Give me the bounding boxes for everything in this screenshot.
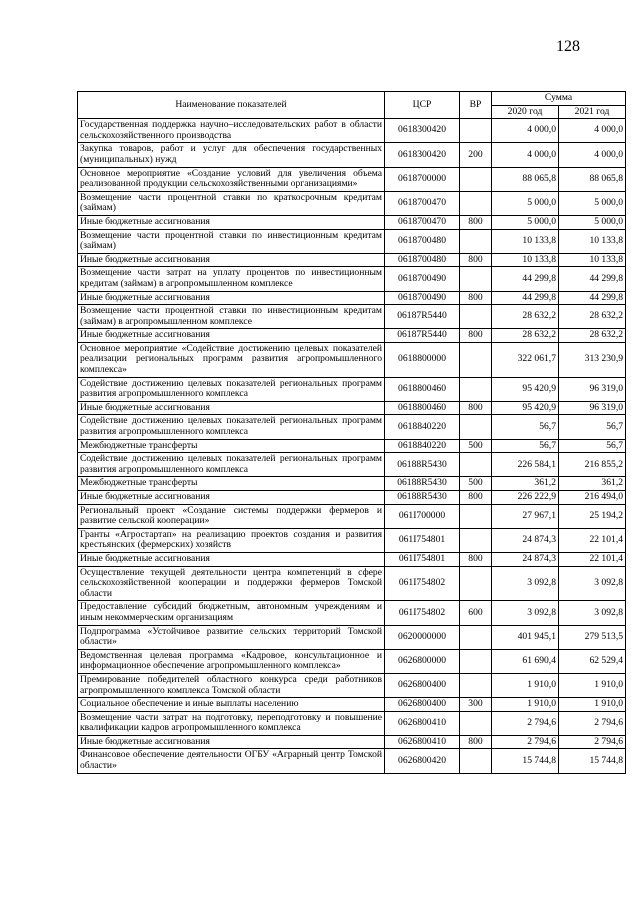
row-amount-2020: 361,2: [492, 477, 559, 491]
row-amount-2021: 4 000,0: [559, 119, 626, 143]
table-row: [78, 342, 626, 377]
header-year-2020: 2020 год: [492, 105, 559, 119]
row-name: Закупка товаров, работ и услуг для обеспечения государственных (муниципальных) нужд: [78, 143, 385, 167]
row-name: Возмещение части затрат на подготовку, переподготовку и повышение квалификации кадров агропромышленного комплекса: [78, 711, 385, 735]
row-amount-2021: 56,7: [559, 439, 626, 453]
row-csr: 0626800000: [385, 649, 460, 673]
row-amount-2020: 44 299,8: [492, 291, 559, 305]
row-amount-2020: 24 874,3: [492, 528, 559, 552]
row-csr: 06188R5430: [385, 453, 460, 477]
row-amount-2021: 56,7: [559, 415, 626, 439]
row-name: Подпрограмма «Устойчивое развитие сельских территорий Томской области»: [78, 625, 385, 649]
row-vr: [460, 749, 492, 773]
row-amount-2021: 96 319,0: [559, 377, 626, 401]
row-vr: [460, 649, 492, 673]
row-amount-2020: 56,7: [492, 415, 559, 439]
row-amount-2020: 4 000,0: [492, 143, 559, 167]
table-row: [78, 229, 626, 253]
row-amount-2020: 226 222,9: [492, 491, 559, 505]
header-name: Наименование показателей: [78, 92, 385, 119]
row-name: Государственная поддержка научно–исследовательских работ в области сельскохозяйственного производства: [78, 119, 385, 143]
header-sum: Сумма: [492, 92, 626, 106]
table-row: [78, 329, 626, 343]
row-amount-2020: 3 092,8: [492, 601, 559, 625]
row-amount-2021: 88 065,8: [559, 167, 626, 191]
row-vr: 800: [460, 552, 492, 566]
row-amount-2020: 56,7: [492, 439, 559, 453]
row-amount-2020: 95 420,9: [492, 377, 559, 401]
row-name: Межбюджетные трансферты: [78, 477, 385, 491]
row-name: Межбюджетные трансферты: [78, 439, 385, 453]
header-year-2021: 2021 год: [559, 105, 626, 119]
row-vr: 800: [460, 329, 492, 343]
table-row: [78, 291, 626, 305]
row-csr: 0626800420: [385, 749, 460, 773]
row-amount-2021: 28 632,2: [559, 305, 626, 329]
row-csr: 0618700480: [385, 229, 460, 253]
row-amount-2021: 313 230,9: [559, 342, 626, 377]
table-row: [78, 601, 626, 625]
row-csr: 061I754802: [385, 601, 460, 625]
row-amount-2021: 216 855,2: [559, 453, 626, 477]
row-amount-2021: 2 794,6: [559, 711, 626, 735]
row-csr: 061I754801: [385, 528, 460, 552]
row-csr: 0618800460: [385, 401, 460, 415]
table-row: [78, 711, 626, 735]
row-amount-2020: 2 794,6: [492, 735, 559, 749]
row-amount-2021: 25 194,2: [559, 504, 626, 528]
row-csr: 06188R5430: [385, 477, 460, 491]
row-csr: 0626800410: [385, 711, 460, 735]
row-vr: 800: [460, 291, 492, 305]
row-name: Основное мероприятие «Создание условий для увеличения объема реализованной продукции сельскохозяйственными организациями»: [78, 167, 385, 191]
row-amount-2021: 3 092,8: [559, 566, 626, 601]
row-amount-2021: 44 299,8: [559, 267, 626, 291]
row-name: Основное мероприятие «Содействие достижению целевых показателей реализации региональных программ развития агропромышленного комплекса»: [78, 342, 385, 377]
row-vr: [460, 167, 492, 191]
row-name: Иные бюджетные ассигнования: [78, 401, 385, 415]
row-amount-2020: 88 065,8: [492, 167, 559, 191]
row-name: Иные бюджетные ассигнования: [78, 552, 385, 566]
row-vr: 800: [460, 401, 492, 415]
row-vr: [460, 267, 492, 291]
row-amount-2021: 5 000,0: [559, 215, 626, 229]
row-amount-2021: 10 133,8: [559, 253, 626, 267]
row-amount-2020: 10 133,8: [492, 253, 559, 267]
row-csr: 06188R5430: [385, 491, 460, 505]
row-name: Возмещение части процентной ставки по инвестиционным кредитам (займам): [78, 229, 385, 253]
row-vr: 800: [460, 253, 492, 267]
table-row: [78, 649, 626, 673]
row-csr: 0618800460: [385, 377, 460, 401]
row-csr: 0618840220: [385, 439, 460, 453]
table-row: [78, 625, 626, 649]
row-name: Возмещение части процентной ставки по краткосрочным кредитам (займам): [78, 191, 385, 215]
row-amount-2020: 28 632,2: [492, 329, 559, 343]
row-name: Возмещение части затрат на уплату процентов по инвестиционным кредитам (займам) в агропромышленном комплексе: [78, 267, 385, 291]
table-row: [78, 377, 626, 401]
row-csr: 0618800000: [385, 342, 460, 377]
row-amount-2021: 279 513,5: [559, 625, 626, 649]
row-amount-2021: 216 494,0: [559, 491, 626, 505]
row-csr: 0626800400: [385, 698, 460, 712]
row-amount-2020: 2 794,6: [492, 711, 559, 735]
row-csr: 0618300420: [385, 119, 460, 143]
row-name: Содействие достижению целевых показателей региональных программ развития агропромышленного комплекса: [78, 453, 385, 477]
row-amount-2020: 322 061,7: [492, 342, 559, 377]
row-vr: [460, 711, 492, 735]
budget-table: [77, 91, 626, 774]
table-row: [78, 453, 626, 477]
row-amount-2020: 15 744,8: [492, 749, 559, 773]
row-csr: 0618700490: [385, 267, 460, 291]
row-vr: [460, 377, 492, 401]
row-vr: [460, 119, 492, 143]
page-number: 128: [556, 38, 580, 55]
table-row: [78, 167, 626, 191]
row-amount-2021: 3 092,8: [559, 601, 626, 625]
table-row: [78, 267, 626, 291]
row-vr: [460, 625, 492, 649]
row-name: Гранты «Агростартап» на реализацию проектов создания и развития крестьянских (фермерских) хозяйств: [78, 528, 385, 552]
row-name: Осуществление текущей деятельности центра компетенций в сфере сельскохозяйственной кооперации и поддержки фермеров Томской области: [78, 566, 385, 601]
row-amount-2021: 5 000,0: [559, 191, 626, 215]
row-vr: 500: [460, 477, 492, 491]
row-name: Иные бюджетные ассигнования: [78, 253, 385, 267]
table-row: [78, 119, 626, 143]
row-vr: 600: [460, 601, 492, 625]
table-row: [78, 253, 626, 267]
row-amount-2020: 4 000,0: [492, 119, 559, 143]
row-vr: [460, 528, 492, 552]
table-row: [78, 552, 626, 566]
row-vr: 500: [460, 439, 492, 453]
row-csr: 061I700000: [385, 504, 460, 528]
row-name: Региональный проект «Создание системы поддержки фермеров и развитие сельской кооперации»: [78, 504, 385, 528]
row-name: Возмещение части процентной ставки по инвестиционным кредитам (займам) в агропромышленном комплексе: [78, 305, 385, 329]
row-amount-2020: 28 632,2: [492, 305, 559, 329]
row-amount-2020: 61 690,4: [492, 649, 559, 673]
row-name: Содействие достижению целевых показателей региональных программ развития агропромышленного комплекса: [78, 415, 385, 439]
row-vr: [460, 415, 492, 439]
table-row: [78, 439, 626, 453]
row-amount-2020: 3 092,8: [492, 566, 559, 601]
row-amount-2021: 96 319,0: [559, 401, 626, 415]
row-vr: [460, 342, 492, 377]
table-row: [78, 698, 626, 712]
header-csr: ЦСР: [385, 92, 460, 119]
table-row: [78, 401, 626, 415]
row-amount-2021: 361,2: [559, 477, 626, 491]
row-vr: 200: [460, 143, 492, 167]
table-row: [78, 491, 626, 505]
row-amount-2021: 22 101,4: [559, 552, 626, 566]
row-vr: [460, 305, 492, 329]
row-amount-2021: 44 299,8: [559, 291, 626, 305]
row-amount-2021: 1 910,0: [559, 698, 626, 712]
row-amount-2021: 62 529,4: [559, 649, 626, 673]
row-amount-2020: 44 299,8: [492, 267, 559, 291]
table-row: [78, 735, 626, 749]
row-amount-2021: 4 000,0: [559, 143, 626, 167]
row-name: Иные бюджетные ассигнования: [78, 215, 385, 229]
row-amount-2020: 5 000,0: [492, 215, 559, 229]
row-csr: 0618840220: [385, 415, 460, 439]
table-row: [78, 191, 626, 215]
row-name: Содействие достижению целевых показателей региональных программ развития агропромышленного комплекса: [78, 377, 385, 401]
row-vr: [460, 566, 492, 601]
row-vr: [460, 673, 492, 697]
table-row: [78, 143, 626, 167]
row-csr: 06187R5440: [385, 329, 460, 343]
row-name: Иные бюджетные ассигнования: [78, 291, 385, 305]
row-amount-2020: 1 910,0: [492, 673, 559, 697]
row-csr: 0618700470: [385, 191, 460, 215]
table-row: [78, 528, 626, 552]
row-amount-2020: 95 420,9: [492, 401, 559, 415]
row-csr: 061I754802: [385, 566, 460, 601]
row-csr: 0618700000: [385, 167, 460, 191]
table-row: [78, 566, 626, 601]
row-csr: 061I754801: [385, 552, 460, 566]
row-name: Финансовое обеспечение деятельности ОГБУ «Аграрный центр Томской области»: [78, 749, 385, 773]
row-amount-2020: 24 874,3: [492, 552, 559, 566]
header-row: [78, 92, 626, 106]
table-row: [78, 305, 626, 329]
row-vr: 800: [460, 735, 492, 749]
row-csr: 0620000000: [385, 625, 460, 649]
row-name: Премирование победителей областного конкурса среди работников агропромышленного комплекса Томской области: [78, 673, 385, 697]
row-csr: 0618300420: [385, 143, 460, 167]
row-name: Иные бюджетные ассигнования: [78, 735, 385, 749]
row-csr: 06187R5440: [385, 305, 460, 329]
row-vr: 300: [460, 698, 492, 712]
table-row: [78, 749, 626, 773]
row-vr: [460, 229, 492, 253]
row-vr: [460, 504, 492, 528]
row-amount-2020: 401 945,1: [492, 625, 559, 649]
table-row: [78, 215, 626, 229]
table-row: [78, 673, 626, 697]
row-amount-2021: 2 794,6: [559, 735, 626, 749]
row-csr: 0618700490: [385, 291, 460, 305]
row-amount-2021: 28 632,2: [559, 329, 626, 343]
row-amount-2020: 27 967,1: [492, 504, 559, 528]
row-name: Иные бюджетные ассигнования: [78, 329, 385, 343]
row-amount-2020: 10 133,8: [492, 229, 559, 253]
row-name: Ведомственная целевая программа «Кадровое, консультационное и информационное обеспечение агропромышленного комплекса»: [78, 649, 385, 673]
row-csr: 0618700470: [385, 215, 460, 229]
row-name: Иные бюджетные ассигнования: [78, 491, 385, 505]
table-row: [78, 415, 626, 439]
row-vr: [460, 191, 492, 215]
row-name: Социальное обеспечение и иные выплаты населению: [78, 698, 385, 712]
row-amount-2020: 1 910,0: [492, 698, 559, 712]
row-amount-2021: 10 133,8: [559, 229, 626, 253]
row-amount-2020: 5 000,0: [492, 191, 559, 215]
row-vr: 800: [460, 491, 492, 505]
row-name: Предоставление субсидий бюджетным, автономным учреждениям и иным некоммерческим организациям: [78, 601, 385, 625]
row-csr: 0626800400: [385, 673, 460, 697]
table-row: [78, 504, 626, 528]
row-amount-2021: 15 744,8: [559, 749, 626, 773]
row-vr: 800: [460, 215, 492, 229]
table-row: [78, 477, 626, 491]
row-amount-2021: 1 910,0: [559, 673, 626, 697]
row-vr: [460, 453, 492, 477]
header-vr: ВР: [460, 92, 492, 119]
row-csr: 0626800410: [385, 735, 460, 749]
row-amount-2021: 22 101,4: [559, 528, 626, 552]
row-amount-2020: 226 584,1: [492, 453, 559, 477]
row-csr: 0618700480: [385, 253, 460, 267]
